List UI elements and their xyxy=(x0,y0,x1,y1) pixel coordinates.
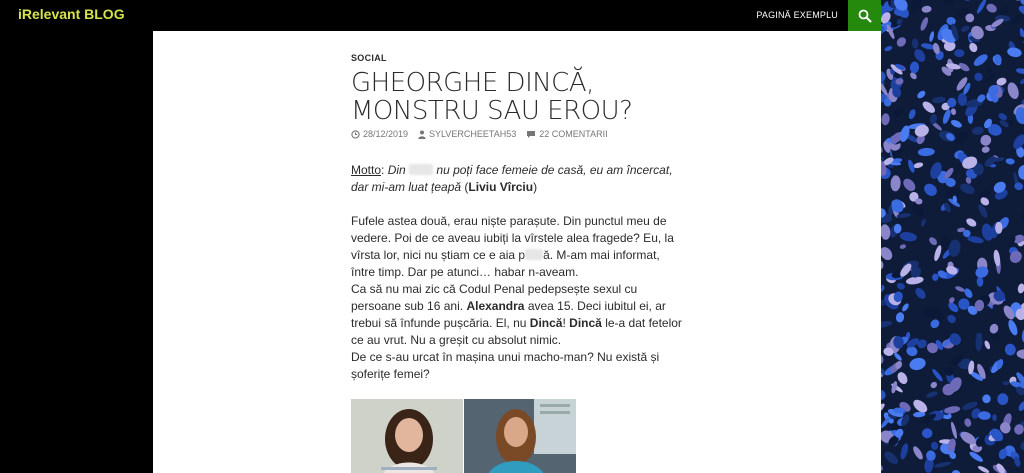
photo-right xyxy=(464,399,576,473)
stone xyxy=(983,340,991,350)
stone xyxy=(1009,13,1023,27)
stone xyxy=(985,2,998,14)
stone xyxy=(892,107,906,117)
post-date-text: 28/12/2019 xyxy=(363,129,409,139)
paragraph-1 xyxy=(351,213,685,383)
user-icon xyxy=(418,130,426,139)
p2-name2: Dincă xyxy=(529,316,563,330)
motto-author: Liviu Vîrciu xyxy=(468,180,534,194)
stone xyxy=(929,113,938,124)
background-image xyxy=(881,0,1024,473)
stone xyxy=(972,52,990,68)
stone xyxy=(901,176,918,193)
stone xyxy=(918,147,935,156)
stone xyxy=(950,108,956,115)
p2-text-c: ! xyxy=(562,316,566,330)
search-button[interactable] xyxy=(848,0,881,31)
stone xyxy=(913,162,924,170)
stone xyxy=(881,389,887,401)
search-icon xyxy=(858,9,872,23)
post-date[interactable] xyxy=(351,129,408,139)
post-comments-text: 22 COMENTARII xyxy=(539,129,608,139)
stone xyxy=(946,313,958,324)
p2-text-a: Ca să nu mai zic că Codul Penal pedepsește sexul cu persoane sub 16 ani. xyxy=(351,282,638,313)
stone xyxy=(961,0,972,1)
category-link[interactable]: SOCIAL xyxy=(351,53,387,63)
motto-part1: Din xyxy=(387,163,406,177)
post-body xyxy=(351,162,685,400)
stone xyxy=(978,133,993,148)
stone xyxy=(916,89,927,100)
stone xyxy=(931,368,944,383)
p2-name1: Alexandra xyxy=(466,299,525,313)
stone xyxy=(896,370,910,385)
photo-left xyxy=(351,399,463,473)
post-image[interactable] xyxy=(351,399,576,473)
stone xyxy=(997,112,1008,122)
stone xyxy=(948,296,956,304)
stone xyxy=(941,108,952,125)
p2-text-b: avea 15. Deci iubitul ei, ar trebui să înfunde pușcăria. El, nu xyxy=(351,299,666,330)
stone xyxy=(1006,81,1021,101)
stone xyxy=(911,38,918,49)
blurred-word xyxy=(409,164,433,175)
stone xyxy=(881,113,890,126)
stone xyxy=(950,421,958,439)
stone xyxy=(965,217,978,229)
stone xyxy=(971,126,984,136)
stone xyxy=(967,235,985,244)
stone xyxy=(922,181,940,198)
stone xyxy=(992,414,996,421)
stone xyxy=(881,258,885,272)
stone xyxy=(933,244,943,261)
comment-icon xyxy=(526,130,536,139)
stone xyxy=(960,24,971,33)
stone xyxy=(1018,438,1024,453)
stone xyxy=(881,224,891,241)
stone xyxy=(954,49,964,57)
stone xyxy=(920,218,927,228)
stone xyxy=(925,390,938,399)
stone xyxy=(911,445,924,461)
stone xyxy=(893,352,903,362)
stone xyxy=(1019,77,1024,85)
stone xyxy=(1017,164,1024,180)
stone xyxy=(997,393,1008,405)
post-meta xyxy=(351,129,691,139)
stone xyxy=(974,264,990,279)
paragraph-3: De ce s-au urcat în mașina unui macho-man? Nu există și șoferițe femei? xyxy=(351,350,660,381)
stone xyxy=(928,31,935,43)
stone xyxy=(919,16,930,31)
stone xyxy=(1002,381,1009,386)
stone xyxy=(975,0,987,15)
post-author[interactable] xyxy=(418,129,516,139)
p1-text-b: ă. M-am mai informat, între timp. Dar pe atunci… habar n-aveam. xyxy=(351,248,660,279)
stone xyxy=(1013,181,1024,191)
site-title[interactable]: iRelevant BLOG xyxy=(18,6,125,22)
motto-label: Motto xyxy=(351,163,382,177)
stone xyxy=(963,287,974,300)
stone xyxy=(959,182,977,197)
clock-icon xyxy=(351,130,360,139)
stone xyxy=(1016,349,1024,360)
p2-name3: Dincă xyxy=(569,316,602,330)
stone xyxy=(899,231,918,243)
blurred-word xyxy=(525,249,543,260)
stone xyxy=(982,394,990,403)
stone xyxy=(921,5,932,13)
stone xyxy=(899,442,909,460)
stone xyxy=(881,459,885,473)
stone xyxy=(908,356,927,371)
stone xyxy=(1007,319,1020,337)
stone xyxy=(950,118,963,129)
stone xyxy=(947,301,961,314)
post-author-text: SYLVERCHEETAH53 xyxy=(429,129,517,139)
stone xyxy=(1005,158,1015,165)
stone xyxy=(910,61,920,73)
stone xyxy=(1020,212,1024,224)
stone xyxy=(943,0,955,6)
top-bar xyxy=(0,0,881,31)
stone xyxy=(954,285,965,293)
stone xyxy=(977,276,984,286)
p1-text-a: Fufele astea două, erau niște parașute. Din punctul meu de vedere. Poi de ce aveau iubiți la vîrstele alea fragede? Eu, la vîrsta lor, nici nu știam ce e aia p xyxy=(351,214,674,262)
post-title: GHEORGHE DINCĂ, MONSTRU SAU EROU? xyxy=(351,68,633,126)
stone xyxy=(930,441,939,451)
stone xyxy=(1004,343,1017,356)
stone xyxy=(912,47,928,64)
nav-item-pagina-exemplu[interactable]: PAGINĂ EXEMPLU xyxy=(756,10,838,20)
stone xyxy=(899,244,906,250)
p2-text-d: le-a dat fetelor ce au vrut. Nu a greșit cu absolut nimic. xyxy=(351,316,682,347)
stone xyxy=(977,465,990,473)
motto-paragraph: Motto: Din nu poți face femeie de casă, eu am încercat, dar mi-am luat țeapă (Liviu Vîrciu) xyxy=(351,163,673,194)
stone xyxy=(881,245,895,263)
stone xyxy=(890,175,901,192)
stone xyxy=(928,236,939,247)
stone xyxy=(901,302,910,312)
stone xyxy=(981,146,990,154)
stone xyxy=(968,41,979,53)
stone xyxy=(946,16,957,26)
stone xyxy=(1019,0,1024,6)
stone xyxy=(909,0,924,14)
stone xyxy=(908,108,917,120)
stone xyxy=(977,203,990,219)
motto-part2: nu poți face femeie de casă, eu am încercat, dar mi-am luat țeapă xyxy=(351,163,673,194)
stone xyxy=(896,282,906,291)
stone xyxy=(882,449,900,466)
stone xyxy=(881,284,886,294)
stone xyxy=(973,71,984,83)
post-comments[interactable] xyxy=(526,129,607,139)
stone xyxy=(1017,283,1024,294)
stone xyxy=(895,35,908,48)
stone xyxy=(1017,400,1024,412)
stone xyxy=(884,45,893,52)
stone xyxy=(982,73,996,85)
content-area xyxy=(153,31,881,473)
stone xyxy=(913,286,927,301)
stone xyxy=(932,96,946,104)
stone xyxy=(922,428,933,439)
stone xyxy=(895,312,905,323)
stone xyxy=(985,66,993,74)
stone xyxy=(881,320,893,329)
stone xyxy=(1006,46,1022,58)
stone xyxy=(932,273,939,281)
stone xyxy=(929,381,938,390)
stone xyxy=(963,418,972,428)
stone xyxy=(1019,27,1024,44)
stone xyxy=(1016,67,1024,75)
